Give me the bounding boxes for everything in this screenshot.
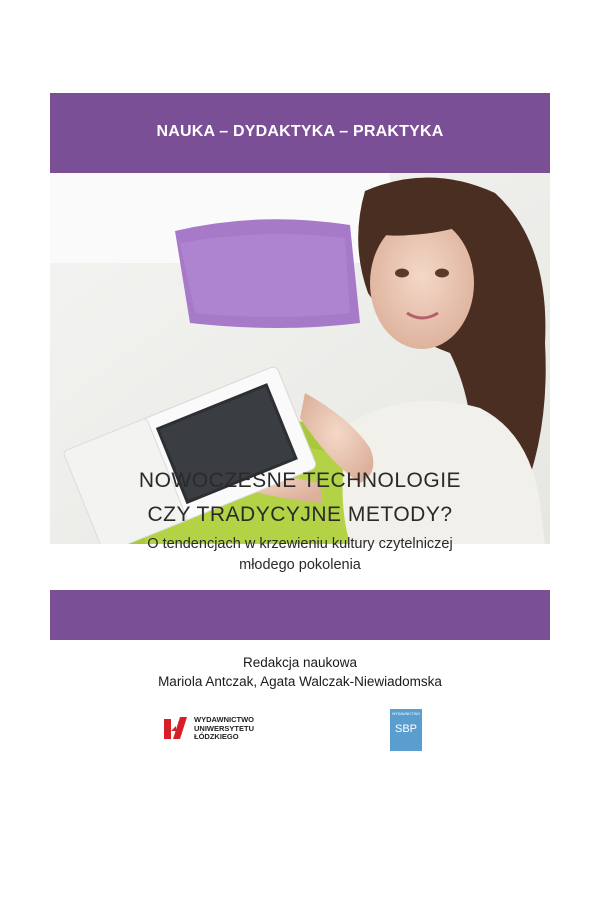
sbp-small-text: WYDAWNICTWO	[392, 712, 420, 716]
wul-mark-icon	[162, 715, 190, 743]
middle-band	[50, 590, 550, 640]
top-band	[50, 93, 550, 173]
book-subtitle	[50, 534, 550, 576]
title-line-2: CZY TRADYCYJNE METODY?	[147, 503, 453, 526]
subtitle-line-2: młodego pokolenia	[239, 557, 361, 573]
wul-line-3: ŁÓDZKIEGO	[194, 732, 239, 742]
book-title	[50, 464, 550, 532]
editor-label: Redakcja naukowa	[242, 655, 358, 670]
book-cover	[50, 93, 550, 805]
sbp-logo	[390, 709, 422, 751]
wul-logo	[162, 715, 254, 743]
sbp-text: SBP	[394, 723, 417, 735]
wul-line-2: UNIWERSYTETU	[194, 723, 254, 733]
editors-block	[50, 653, 550, 691]
wul-text	[194, 716, 254, 742]
series-title: NAUKA – DYDAKTYKA – PRAKTYKA	[156, 123, 444, 140]
wul-line-1: WYDAWNICTWO	[194, 715, 254, 725]
editor-names: Mariola Antczak, Agata Walczak-Niewiadomska	[158, 674, 442, 689]
title-block	[50, 464, 550, 576]
title-line-1: NOWOCZESNE TECHNOLOGIE	[138, 469, 462, 492]
subtitle-line-1: O tendencjach w krzewieniu kultury czytelniczej	[147, 536, 453, 552]
